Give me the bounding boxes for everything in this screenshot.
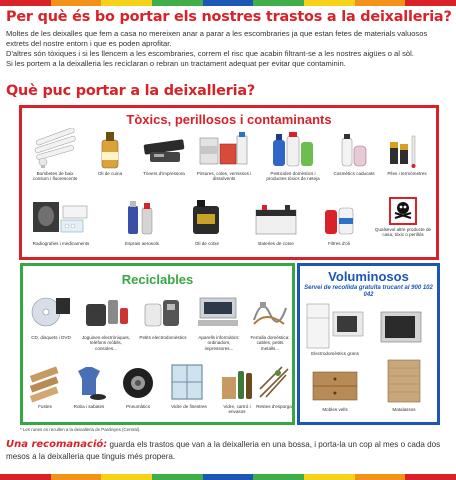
item-paint-cans <box>194 128 254 182</box>
item-cooking-oil <box>87 128 133 176</box>
hazard-skull-icon <box>388 196 418 226</box>
item-label: Esprais aerosols <box>125 241 159 246</box>
large-appliances-icon <box>303 302 367 350</box>
item-label: Ferralla domèstica: cables, petits metalls... <box>250 335 290 351</box>
item-cleaning-products <box>262 128 324 182</box>
item-window-glass <box>165 361 213 409</box>
scrap-metal-icon <box>248 290 292 334</box>
item-label: Fustes <box>38 404 52 409</box>
item-pruning <box>255 361 293 409</box>
item-label: Mobles vells <box>322 407 348 412</box>
color-bar-segment <box>0 474 51 480</box>
item-large-appliances <box>302 302 368 356</box>
tv-icon <box>371 302 435 350</box>
item-cds <box>27 290 75 340</box>
recommendation <box>6 439 452 462</box>
item-oil-filters <box>317 196 361 246</box>
item-label: Qualsevol altre producte de casa, tòxic o perillós <box>374 227 432 238</box>
color-bar-segment <box>405 474 456 480</box>
toxic-title: Tòxics, perillosos i contaminants <box>126 112 332 127</box>
color-bar-segment <box>203 0 254 6</box>
intro-text <box>6 29 452 69</box>
pruning-icon <box>256 361 292 403</box>
item-label: Oli de cuina <box>97 171 123 176</box>
cleaning-products-icon <box>265 128 321 170</box>
intro-paragraph-2: D'altres són tòxiques i si les llencem a les escombraries, correm el risc que acabin filtrant-se a les nostres aigües o al sòl. <box>6 49 414 58</box>
color-bar-segment <box>51 474 102 480</box>
item-label: Vidre, cartró i envasos <box>223 404 251 415</box>
recyclable-section <box>20 263 295 425</box>
item-label: Bombetes de baix consum i fluorescents <box>32 171 78 182</box>
old-furniture-icon <box>305 362 365 406</box>
section-subtitle: Què puc portar a la deixalleria? <box>6 83 255 99</box>
mattress-icon <box>374 356 434 406</box>
cosmetics-icon <box>334 128 374 170</box>
item-tv <box>370 302 436 350</box>
item-mattress <box>372 356 436 412</box>
color-bar-segment <box>304 474 355 480</box>
item-computer-parts <box>193 290 245 351</box>
item-scrap-metal <box>247 290 293 351</box>
item-hazard <box>374 196 432 238</box>
color-bar-segment <box>152 474 203 480</box>
cooking-oil-bottle-icon <box>90 128 130 170</box>
printer-toner-icon <box>140 128 188 170</box>
color-bar-segment <box>253 0 304 6</box>
oil-filters-icon <box>319 196 359 240</box>
color-bar-segment <box>101 0 152 6</box>
glass-cardboard-icon <box>218 361 256 403</box>
item-label: Radiografies i medicaments <box>32 241 90 246</box>
intro-paragraph-3: Si les portem a la deixalleria les reciclaran o rebran un tractament adequat per evitar que contaminin. <box>6 59 346 68</box>
cds-icon <box>28 290 74 334</box>
item-label: Cosmètics caducats <box>333 171 375 176</box>
batteries-icon <box>384 128 430 170</box>
item-old-furniture <box>304 362 366 412</box>
item-label: Electrodomèstics grans <box>311 351 359 356</box>
color-bar-segment <box>51 0 102 6</box>
item-wood <box>25 361 65 409</box>
color-bar-segment <box>355 0 406 6</box>
color-bar-segment <box>203 474 254 480</box>
toxic-section <box>19 105 439 260</box>
color-bar-segment <box>101 474 152 480</box>
item-clothes <box>67 361 111 409</box>
clothes-icon <box>68 361 110 403</box>
item-label: Roba i sabates <box>73 404 105 409</box>
computer-parts-icon <box>194 290 244 334</box>
footnote: * Les runes es recullen a la deixalleria de Pardinyes (Central). <box>20 427 141 432</box>
color-bar-segment <box>253 474 304 480</box>
item-car-battery <box>247 196 305 246</box>
paint-cans-icon <box>196 128 252 170</box>
item-label: Matalassos <box>392 407 416 412</box>
item-label: Pintures, coles, vernissos i dissolvents <box>196 171 252 182</box>
item-tyres <box>113 361 163 409</box>
bulky-pickup-note: Servei de recollida gratuïta trucant al 900 102 042 <box>304 285 433 298</box>
top-color-bar <box>0 0 456 6</box>
item-label: Vidre de finestres <box>171 404 207 409</box>
color-bar-segment <box>405 0 456 6</box>
wood-icon <box>26 361 64 403</box>
bulky-section <box>297 263 440 425</box>
item-cosmetics <box>332 128 376 176</box>
item-glass-cardboard <box>218 361 256 415</box>
item-label: Piles i termòmetres <box>387 171 427 176</box>
item-label: CD, disquets i DVD <box>31 335 71 340</box>
recyclable-title: Reciclables <box>121 272 194 287</box>
item-fluorescent-tubes <box>30 128 80 182</box>
color-bar-segment <box>355 474 406 480</box>
item-medicines <box>30 196 92 246</box>
window-glass-icon <box>166 361 212 403</box>
item-electronic-toys <box>80 290 132 351</box>
item-motor-oil <box>182 196 232 246</box>
electronic-toys-icon <box>82 290 130 334</box>
motor-oil-icon <box>185 196 229 240</box>
tyres-icon <box>116 361 160 403</box>
item-label: Restes d'esporga <box>256 404 292 409</box>
item-label: Joguines electròniques, telèfons mòbils, consoles... <box>81 335 131 351</box>
color-bar-segment <box>0 0 51 6</box>
small-appliances-icon <box>139 290 187 334</box>
item-printer-toner <box>139 128 189 176</box>
fluorescent-tubes-icon <box>31 128 79 170</box>
car-battery-icon <box>248 196 304 240</box>
bottom-color-bar <box>0 474 456 480</box>
item-batteries <box>382 128 432 176</box>
item-label: Aparells informàtics: ordinadors, impressores... <box>198 335 240 351</box>
item-label: Oli de cotxe <box>194 241 220 246</box>
recommendation-text: guarda els trastos que van a la deixalleria en una bossa, i porta-la un cop al mes o cada dos mesos a la deixalleria que tinguis més propera. <box>6 440 441 461</box>
item-label: Petits electrodomèstics <box>139 335 187 340</box>
bulky-title: Voluminosos <box>328 269 409 284</box>
item-label: Pneumàtics <box>125 404 150 409</box>
medicines-icon <box>31 196 91 240</box>
item-label: Tòners d'impressora <box>143 171 185 176</box>
recommendation-label: Una recomanació: <box>6 439 108 450</box>
color-bar-segment <box>304 0 355 6</box>
aerosol-sprays-icon <box>120 196 164 240</box>
item-label: Filtres d'oli <box>328 241 350 246</box>
item-label: Bateries de cotxe <box>258 241 294 246</box>
intro-paragraph-1: Moltes de les deixalles que fem a casa no mereixen anar a parar a les escombraries ja que estan fetes de materials valuosos extrets del nostre entorn i que es poden aprofitar. <box>6 29 428 48</box>
item-label: Pesticides domèstics i productes tòxics de neteja <box>266 171 320 182</box>
page-title: Per què és bo portar els nostres trastos a la deixalleria? <box>6 9 452 25</box>
color-bar-segment <box>152 0 203 6</box>
item-aerosol-sprays <box>117 196 167 246</box>
item-small-appliances <box>138 290 188 340</box>
